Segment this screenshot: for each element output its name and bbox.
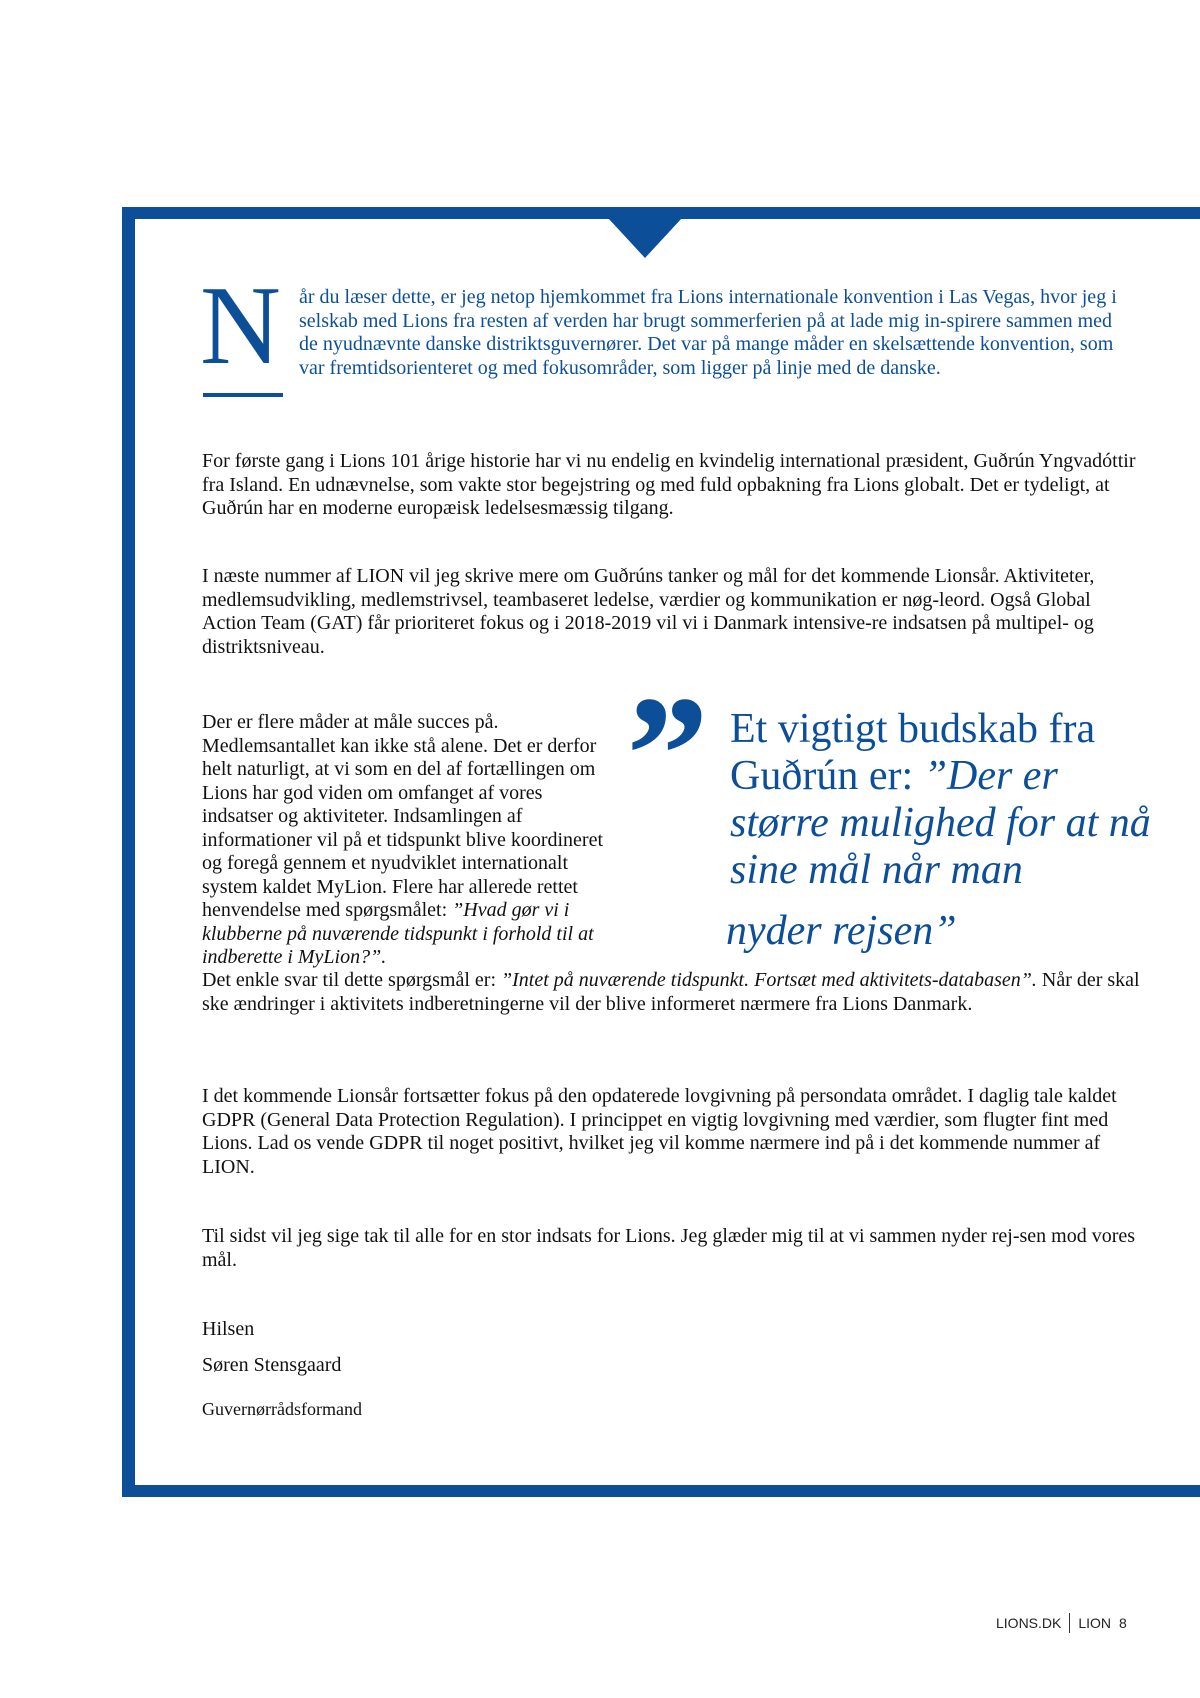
intro-paragraph: år du læser dette, er jeg netop hjemkommet fra Lions internationale konvention i Las Vegas, hvor jeg i selskab med Lions fra resten af verden har brugt sommerferien på at lade mig in-spirere sammen med de nyudnævnte danske distriktsguvernører. Det var på mange måder en skelsættende konvention, som var fremtidsorienteret og med fokusområder, som ligger på linje med de danske.: [299, 286, 1117, 379]
frame-notch-arrow: [608, 218, 682, 258]
pull-quote-text: ”Der er større mulighed for at nå sine mål når man: [730, 753, 1151, 893]
paragraph-1: For første gang i Lions 101 årige historie har vi nu endelig en kvindelig international præsident, Guðrún Yngvadóttir fra Island. En udnævnelse, som vakte stor begejstring og med fuld opbakning fra Lions globalt. Det er tydeligt, at Guðrún har en moderne europæisk ledelsesmæssig tilgang.: [202, 450, 1136, 519]
paragraph-closing: Til sidst vil jeg sige tak til alle for en stor indsats for Lions. Jeg glæder mig til at vi sammen nyder rej-sen mod vores mål.: [202, 1225, 1136, 1271]
answer-outro: Når der skal ske ændringer i aktivitets indberetningerne vil der blive informeret nærmere fra Lions Danmark.: [202, 969, 1140, 1015]
footer-magazine: LION: [1078, 1615, 1112, 1631]
signature-title: Guvernørrådsformand: [202, 1399, 362, 1419]
column-question: ”Hvad gør vi i klubberne på nuværende tidspunkt i forhold til at indberette i MyLion?”.: [202, 899, 594, 968]
paragraph-2: I næste nummer af LION vil jeg skrive mere om Guðrúns tanker og mål for det kommende Lionsår. Aktiviteter, medlemsudvikling, medlemstrivsel, teambaseret ledelse, værdier og kommunikation er nøg-leord. Også Global Action Team (GAT) får prioriteret fokus og i 2018-2019 vil vi i Danmark intensive-re indsatsen på multipel- og distriktsniveau.: [202, 565, 1095, 658]
quote-marks-icon: ’’: [622, 662, 706, 848]
answer-intro: Det enkle svar til dette spørgsmål er:: [202, 969, 501, 991]
paragraph-gdpr: I det kommende Lionsår fortsætter fokus på den opdaterede lovgivning på persondata området. I daglig tale kaldet GDPR (General Data Protection Regulation). I princippet en vigtig lovgivning med værdier, som flugter fint med Lions. Lad os vende GDPR til noget positivt, hvilket jeg vil komme nærmere ind på i det kommende nummer af LION.: [202, 1085, 1117, 1178]
pull-quote-lead: Et vigtigt budskab fra Guðrún er:: [730, 706, 1096, 799]
column-continuation: [202, 969, 1142, 1016]
pull-quote: [730, 706, 1160, 894]
answer-text: ”Intet på nuværende tidspunkt. Fortsæt med aktivitets-databasen”.: [501, 969, 1037, 991]
frame-left-border: [122, 207, 135, 1497]
page-footer: [996, 1613, 1127, 1633]
signature-name: Søren Stensgaard: [202, 1354, 342, 1376]
pull-quote-end: nyder rejsen”: [726, 908, 957, 954]
drop-cap-rule: [203, 393, 283, 397]
footer-site: LIONS.DK: [996, 1615, 1062, 1631]
signature-greeting: Hilsen: [202, 1318, 255, 1340]
page-number: 8: [1119, 1615, 1127, 1631]
footer-divider: [1069, 1613, 1070, 1633]
drop-cap: N: [200, 264, 281, 388]
column-paragraph: [202, 711, 612, 970]
column-text: Der er flere måder at måle succes på. Medlemsantallet kan ikke stå alene. Det er derfor helt naturligt, at vi som en del af fortællingen om Lions har god viden om omfanget af vores indsatser og aktiviteter. Indsamlingen af informationer vil på et tidspunkt blive koordineret og foregå gennem et nyudviklet internationalt system kaldet MyLion. Flere har allerede rettet henvendelse med spørgsmålet:: [202, 711, 604, 921]
frame-bottom-border: [122, 1485, 1200, 1497]
